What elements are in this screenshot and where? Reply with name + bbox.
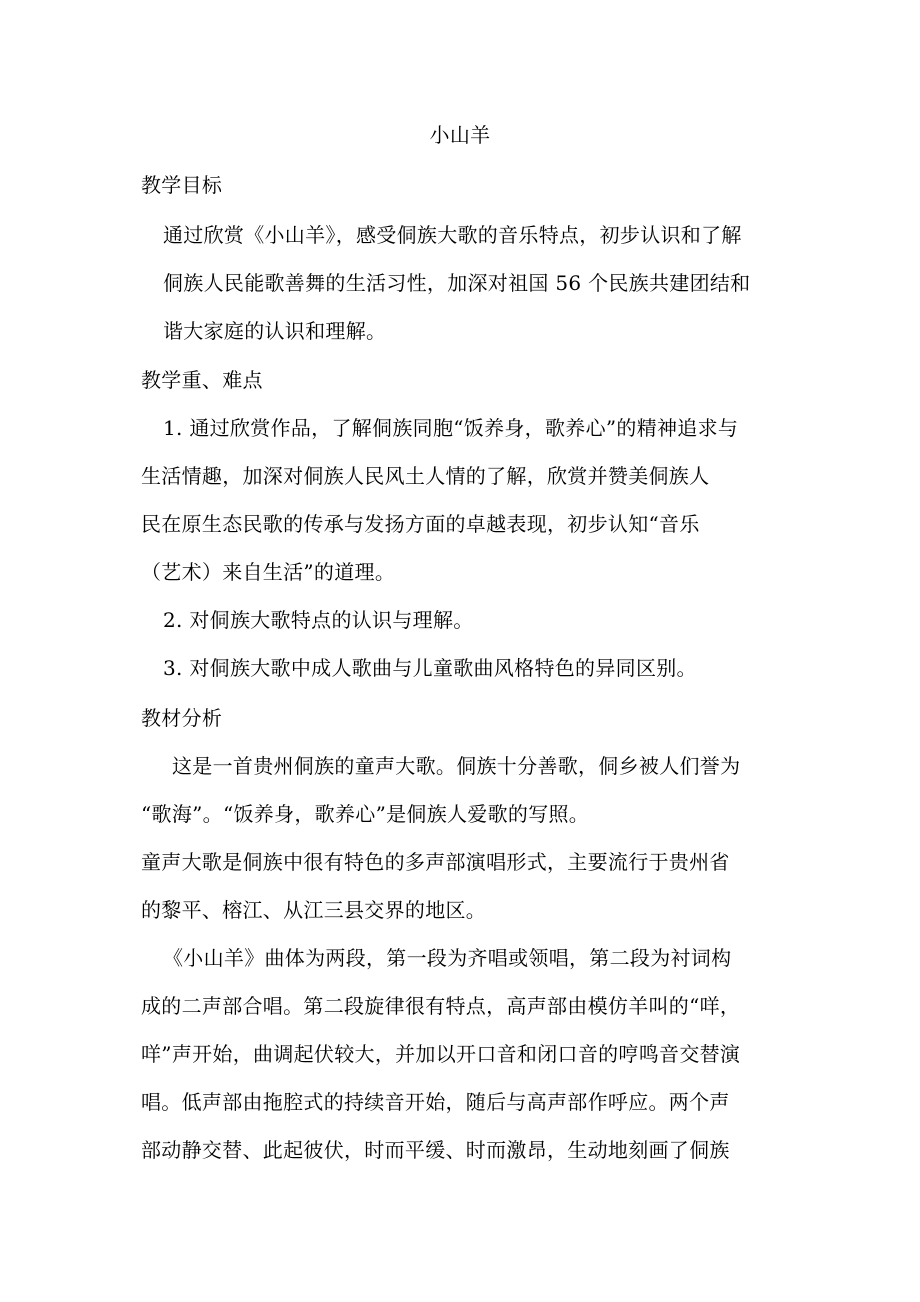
paragraph-line: 这是一首贵州侗族的童声大歌。侗族十分善歌，侗乡被人们誉为 — [172, 754, 741, 778]
paragraph-line: 的黎平、榕江、从江三县交界的地区。 — [141, 898, 487, 922]
list-item-2: 2. 对侗族大歌特点的认识与理解。 — [163, 608, 474, 632]
paragraph-line: 通过欣赏《小山羊》，感受侗族大歌的音乐特点，初步认识和了解 — [163, 223, 742, 247]
paragraph-line: 民在原生态民歌的传承与发扬方面的卓越表现，初步认知“音乐 — [141, 512, 700, 536]
paragraph-line: 成的二声部合唱。第二段旋律很有特点，高声部由模仿羊叫的“咩， — [141, 994, 741, 1018]
section-heading-objectives: 教学目标 — [141, 173, 223, 197]
paragraph-line: 唱。低声部由拖腔式的持续音开始，随后与高声部作呼应。两个声 — [141, 1090, 730, 1114]
paragraph-line: 《小山羊》曲体为两段，第一段为齐唱或领唱，第二段为衬词构 — [163, 946, 732, 970]
paragraph-line: （艺术）来自生活”的道理。 — [141, 560, 396, 584]
section-heading-key-points: 教学重、难点 — [141, 368, 263, 392]
paragraph-line: 生活情趣，加深对侗族人民风土人情的了解，欣赏并赞美侗族人 — [141, 464, 710, 488]
paragraph-line: 侗族人民能歌善舞的生活习性，加深对祖国 56 个民族共建团结和 — [163, 271, 751, 295]
paragraph-line: 童声大歌是侗族中很有特色的多声部演唱形式，主要流行于贵州省 — [141, 850, 730, 874]
section-heading-analysis: 教材分析 — [141, 706, 223, 730]
list-item-3: 3. 对侗族大歌中成人歌曲与儿童歌曲风格特色的异同区别。 — [163, 656, 697, 680]
paragraph-line: 咩”声开始，曲调起伏较大，并加以开口音和闭口音的哼鸣音交替演 — [141, 1042, 741, 1066]
paragraph-line: 谐大家庭的认识和理解。 — [163, 319, 387, 343]
paragraph-line: “歌海”。“饭养身，歌养心”是侗族人爱歌的写照。 — [141, 802, 590, 826]
document-title: 小山羊 — [429, 123, 491, 147]
list-item-1: 1. 通过欣赏作品，了解侗族同胞“饭养身，歌养心”的精神追求与 — [163, 416, 739, 440]
paragraph-line: 部动静交替、此起彼伏，时而平缓、时而激昂，生动地刻画了侗族 — [141, 1138, 730, 1162]
